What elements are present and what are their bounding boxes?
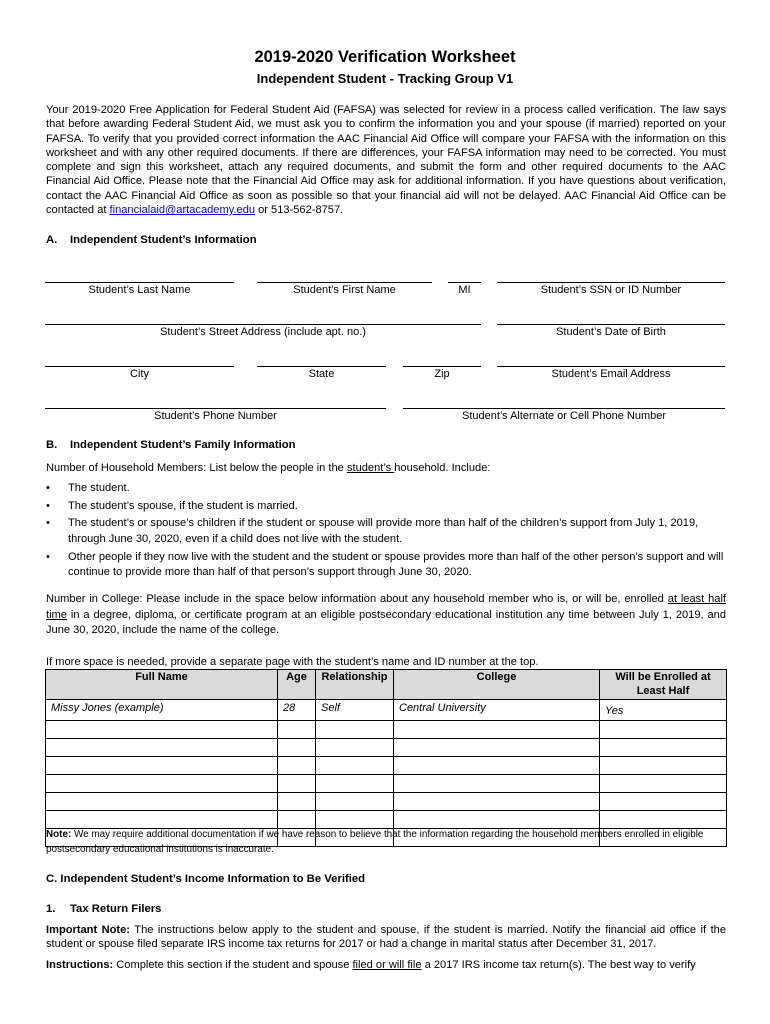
table-cell[interactable] <box>46 757 278 775</box>
example-college: Central University <box>394 700 600 721</box>
instructions-tail: a 2017 IRS income tax return(s). The best way to verify <box>421 959 696 971</box>
alternate-phone-label: Student’s Alternate or Cell Phone Number <box>461 410 667 422</box>
full-name-header: Full Name <box>46 670 278 700</box>
table-row <box>46 739 727 757</box>
intro-text: Your 2019-2020 Free Application for Federal Student Aid (FAFSA) was selected for review in a process called verification. The law says that before awarding Federal Student Aid, we must ask you to confirm the information you and your spouse (if married) reported on your FAFSA. To verify that you provided correct information the AAC Financial Aid Office will compare your FAFSA with the information on this worksheet and with any other required documents. If there are differences, your FAFSA information may need to be corrected. You must complete and sign this worksheet, attach any required documents, and submit the form and other required documents to the AAC Financial Aid Office. Please note that the Financial Aid Office may ask for additional information. If you have questions about verification, contact the AAC Financial Aid Office as soon as possible so that your financial aid will not be delayed. AAC Financial Aid Office can be contacted at <box>46 104 726 217</box>
example-relationship: Self <box>316 700 394 721</box>
table-cell[interactable] <box>278 757 316 775</box>
table-cell[interactable] <box>600 811 727 829</box>
table-cell[interactable] <box>600 739 727 757</box>
table-cell[interactable] <box>46 811 278 829</box>
list-item: • The student’s or spouse’s children if the student or spouse will provide more than half of the children’s support from July 1, 2019, through June 30, 2020, even if a child does not live with the student. <box>46 516 726 548</box>
table-cell[interactable] <box>316 811 394 829</box>
section-c-heading: C. Independent Student’s Income Information to Be Verified <box>46 873 366 885</box>
intro-paragraph <box>46 103 726 217</box>
section-b-letter: B. <box>46 439 58 451</box>
email-address-label: Student’s Email Address <box>551 368 671 380</box>
household-note <box>46 828 726 857</box>
instructions-underline: filed or will file <box>352 959 422 971</box>
table-cell[interactable] <box>46 775 278 793</box>
ssn-label: Student’s SSN or ID Number <box>540 284 682 296</box>
table-cell[interactable] <box>600 721 727 739</box>
mi-label: MI <box>458 284 471 296</box>
table-cell[interactable] <box>278 793 316 811</box>
list-item: • The student’s spouse, if the student is married. <box>46 499 726 515</box>
table-cell[interactable] <box>394 811 600 829</box>
table-cell[interactable] <box>278 775 316 793</box>
list-item: • Other people if they now live with the student and the student or spouse provides more than half of the other person’s support and will continue to provide more than half of that person’s support through June 30, 2020. <box>46 550 726 582</box>
college-header: College <box>394 670 600 700</box>
date-of-birth-label: Student’s Date of Birth <box>556 326 666 338</box>
instructions-label: Instructions: <box>46 959 114 971</box>
number-in-college-paragraph <box>46 592 726 639</box>
phone-number-label: Student’s Phone Number <box>154 410 277 422</box>
table-cell[interactable] <box>394 739 600 757</box>
table-cell[interactable] <box>394 775 600 793</box>
financial-aid-email-link[interactable]: financialaid@artacademy.edu <box>109 204 256 217</box>
table-cell[interactable] <box>46 793 278 811</box>
table-cell[interactable] <box>278 721 316 739</box>
table-row <box>46 700 727 721</box>
household-bullet-list <box>46 481 726 583</box>
college-underline: at least half time <box>46 593 726 621</box>
household-college-table <box>45 669 727 847</box>
table-cell[interactable] <box>316 775 394 793</box>
section-b-heading <box>46 438 296 452</box>
note-text: We may require additional documentation if we have reason to believe that the information regarding the household members enrolled in eligible postsecondary educational institutions is inaccurate. <box>46 829 704 855</box>
important-text: The instructions below apply to the student and spouse, if the student is married. Notify the financial aid office if the student or spouse filed separate IRS income tax returns for 2017 or had a change in marital status after December 31, 2017. <box>46 924 726 951</box>
item-title: Tax Return Filers <box>70 903 162 915</box>
table-cell[interactable] <box>278 811 316 829</box>
table-cell[interactable] <box>600 757 727 775</box>
table-cell[interactable] <box>316 739 394 757</box>
important-label: Important Note: <box>46 924 130 936</box>
section-a-letter: A. <box>46 234 58 246</box>
table-row <box>46 721 727 739</box>
age-header: Age <box>278 670 316 700</box>
more-space-note: If more space is needed, provide a separate page with the student’s name and ID number at the top. <box>46 656 539 668</box>
college-lead: Number in College: Please include in the space below information about any household member who is, or will be, enrolled <box>46 593 668 605</box>
page-subtitle: Independent Student - Tracking Group V1 <box>256 71 514 86</box>
table-row <box>46 775 727 793</box>
tax-return-filers-heading <box>46 902 161 916</box>
table-cell[interactable] <box>394 721 600 739</box>
table-row <box>46 757 727 775</box>
instructions-paragraph <box>46 958 726 972</box>
instructions-lead: Complete this section if the student and spouse <box>113 959 353 971</box>
list-item: • The student. <box>46 481 726 497</box>
household-lead: Number of Household Members: List below the people in the <box>46 462 347 474</box>
relationship-header: Relationship <box>316 670 394 700</box>
household-members-intro <box>46 461 726 475</box>
table-row <box>46 811 727 829</box>
table-cell[interactable] <box>316 793 394 811</box>
item-number: 1. <box>46 903 56 915</box>
table-cell[interactable] <box>46 739 278 757</box>
city-label: City <box>130 368 149 380</box>
table-cell[interactable] <box>316 721 394 739</box>
section-a-title: Independent Student’s Information <box>70 234 257 246</box>
table-header-row <box>46 670 727 700</box>
table-cell[interactable] <box>316 757 394 775</box>
household-underline: student’s <box>346 462 395 474</box>
table-cell[interactable] <box>46 721 278 739</box>
table-cell[interactable] <box>600 793 727 811</box>
important-note-paragraph <box>46 923 726 952</box>
section-b-title: Independent Student’s Family Information <box>70 439 296 451</box>
section-a-heading <box>46 233 257 247</box>
table-row <box>46 793 727 811</box>
street-address-label: Student’s Street Address (include apt. no.) <box>160 326 366 338</box>
state-label: State <box>308 368 335 380</box>
zip-label: Zip <box>434 368 450 380</box>
note-label: Note: <box>46 829 72 840</box>
table-cell[interactable] <box>394 793 600 811</box>
example-age: 28 <box>278 700 316 721</box>
enrolled-header: Will be Enrolled at Least Half <box>600 670 727 700</box>
household-tail: household. Include: <box>394 462 491 474</box>
example-full-name: Missy Jones (example) <box>46 700 278 721</box>
first-name-label: Student’s First Name <box>293 284 396 296</box>
example-enrolled: Yes <box>600 700 727 721</box>
table-cell[interactable] <box>600 775 727 793</box>
table-cell[interactable] <box>394 757 600 775</box>
table-cell[interactable] <box>278 739 316 757</box>
college-tail: in a degree, diploma, or certificate program at an eligible postsecondary educational institution any time between July 1, 2019, and June 30, 2020, include the name of the college. <box>46 608 726 636</box>
intro-phone: or 513-562-8757. <box>255 204 344 217</box>
last-name-label: Student’s Last Name <box>88 284 191 296</box>
page-title: 2019-2020 Verification Worksheet <box>254 48 516 66</box>
